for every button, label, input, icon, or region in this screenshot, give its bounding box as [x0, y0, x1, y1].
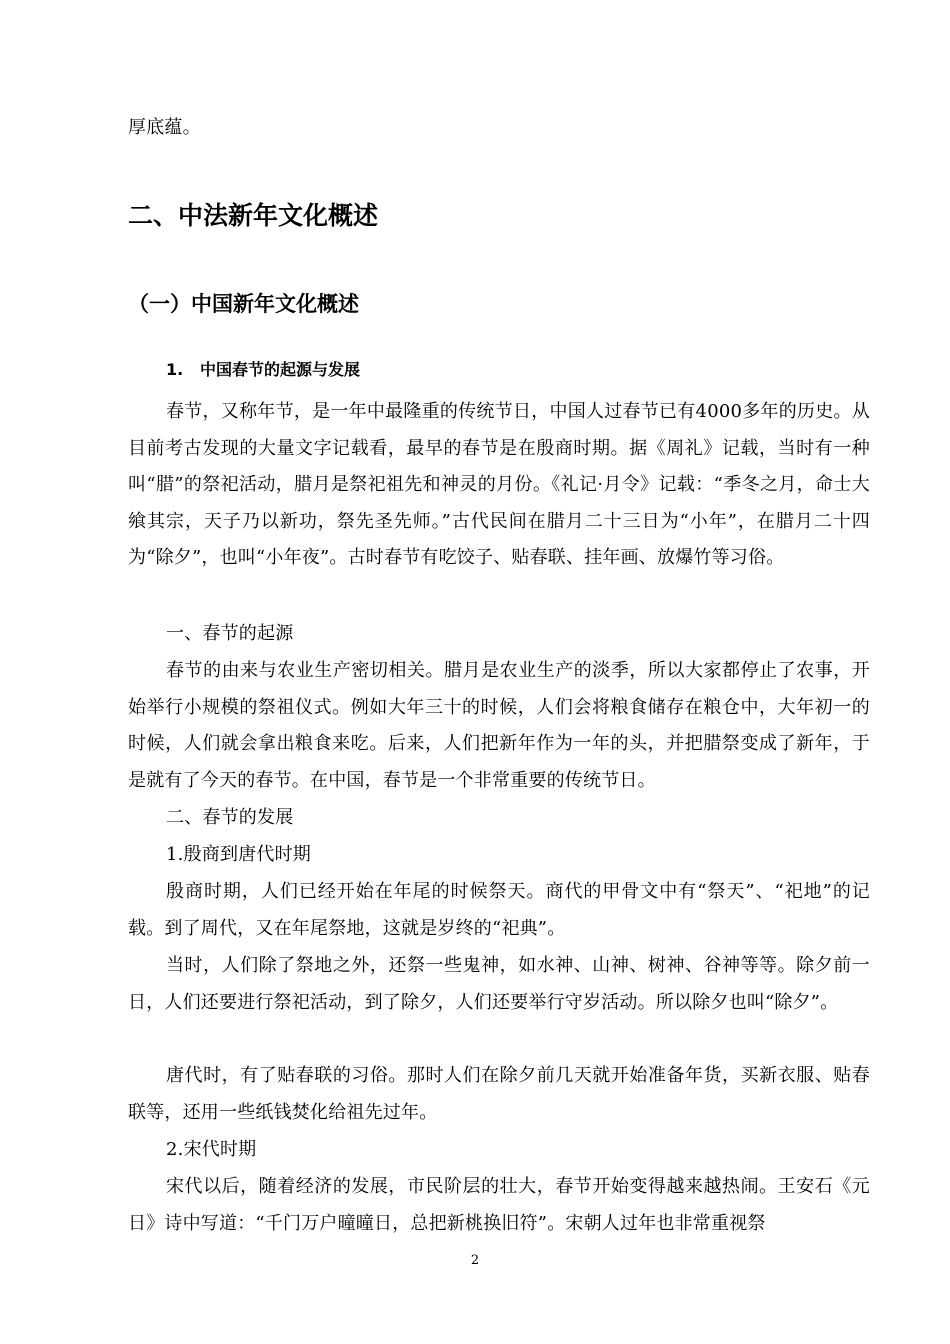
subsubsection-heading	[166, 356, 360, 384]
paragraph-tang: 唐代时，有了贴春联的习俗。那时人们在除夕前几天就开始准备年货，买新衣服、贴春联等，还用一些纸钱焚化给祖先过年。	[128, 1065, 870, 1123]
paragraph-heading-development: 二、春节的发展	[166, 807, 294, 828]
paragraph-heading-origin: 一、春节的起源	[166, 623, 294, 644]
paragraph-ghosts-gods: 当时，人们除了祭地之外，还祭一些鬼神，如水神、山神、树神、谷神等等。除夕前一日，人们还要进行祭祀活动，到了除夕，人们还要举行守岁活动。所以除夕也叫“除夕”。	[128, 955, 870, 1013]
continued-paragraph-end: 厚底蕴。	[128, 117, 201, 138]
paragraph-song: 宋代以后，随着经济的发展，市民阶层的壮大，春节开始变得越来越热闹。王安石《元日》诗中写道：“千门万户曈曈日，总把新桃换旧符”。宋朝人过年也非常重视祭	[128, 1176, 870, 1234]
paragraph-heading-yinshang-tang: 1.殷商到唐代时期	[166, 844, 311, 865]
subsubsection-number: 1.	[166, 360, 184, 379]
paragraph-heading-song: 2.宋代时期	[166, 1139, 257, 1160]
page-number: 2	[470, 1253, 480, 1268]
section-heading: 二、中法新年文化概述	[128, 201, 379, 230]
subsection-heading: （一）中国新年文化概述	[128, 292, 359, 316]
paragraph-intro: 春节，又称年节，是一年中最隆重的传统节日，中国人过春节已有4000多年的历史。从目前考古发现的大量文字记载看，最早的春节是在殷商时期。据《周礼》记载，当时有一种叫“腊”的祭祀活动，腊月是祭祀祖先和神灵的月份。《礼记·月令》记载：“季冬之月，命士大飨其宗，天子乃以新功，祭先圣先师。”古代民间在腊月二十三日为“小年”，在腊月二十四为“除夕”，也叫“小年夜”。古时春节有吃饺子、贴春联、挂年画、放爆竹等习俗。	[128, 401, 870, 568]
paragraph-yinshang: 殷商时期，人们已经开始在年尾的时候祭天。商代的甲骨文中有“祭天”、“祀地”的记载。到了周代，又在年尾祭地，这就是岁终的“祀典”。	[128, 881, 870, 939]
paragraph-origin: 春节的由来与农业生产密切相关。腊月是农业生产的淡季，所以大家都停止了农事，开始举行小规模的祭祖仪式。例如大年三十的时候，人们会将粮食储存在粮仓中，大年初一的时候，人们就会拿出粮食来吃。后来，人们把新年作为一年的头，并把腊祭变成了新年，于是就有了今天的春节。在中国，春节是一个非常重要的传统节日。	[128, 660, 870, 791]
subsubsection-title: 中国春节的起源与发展	[200, 360, 361, 379]
